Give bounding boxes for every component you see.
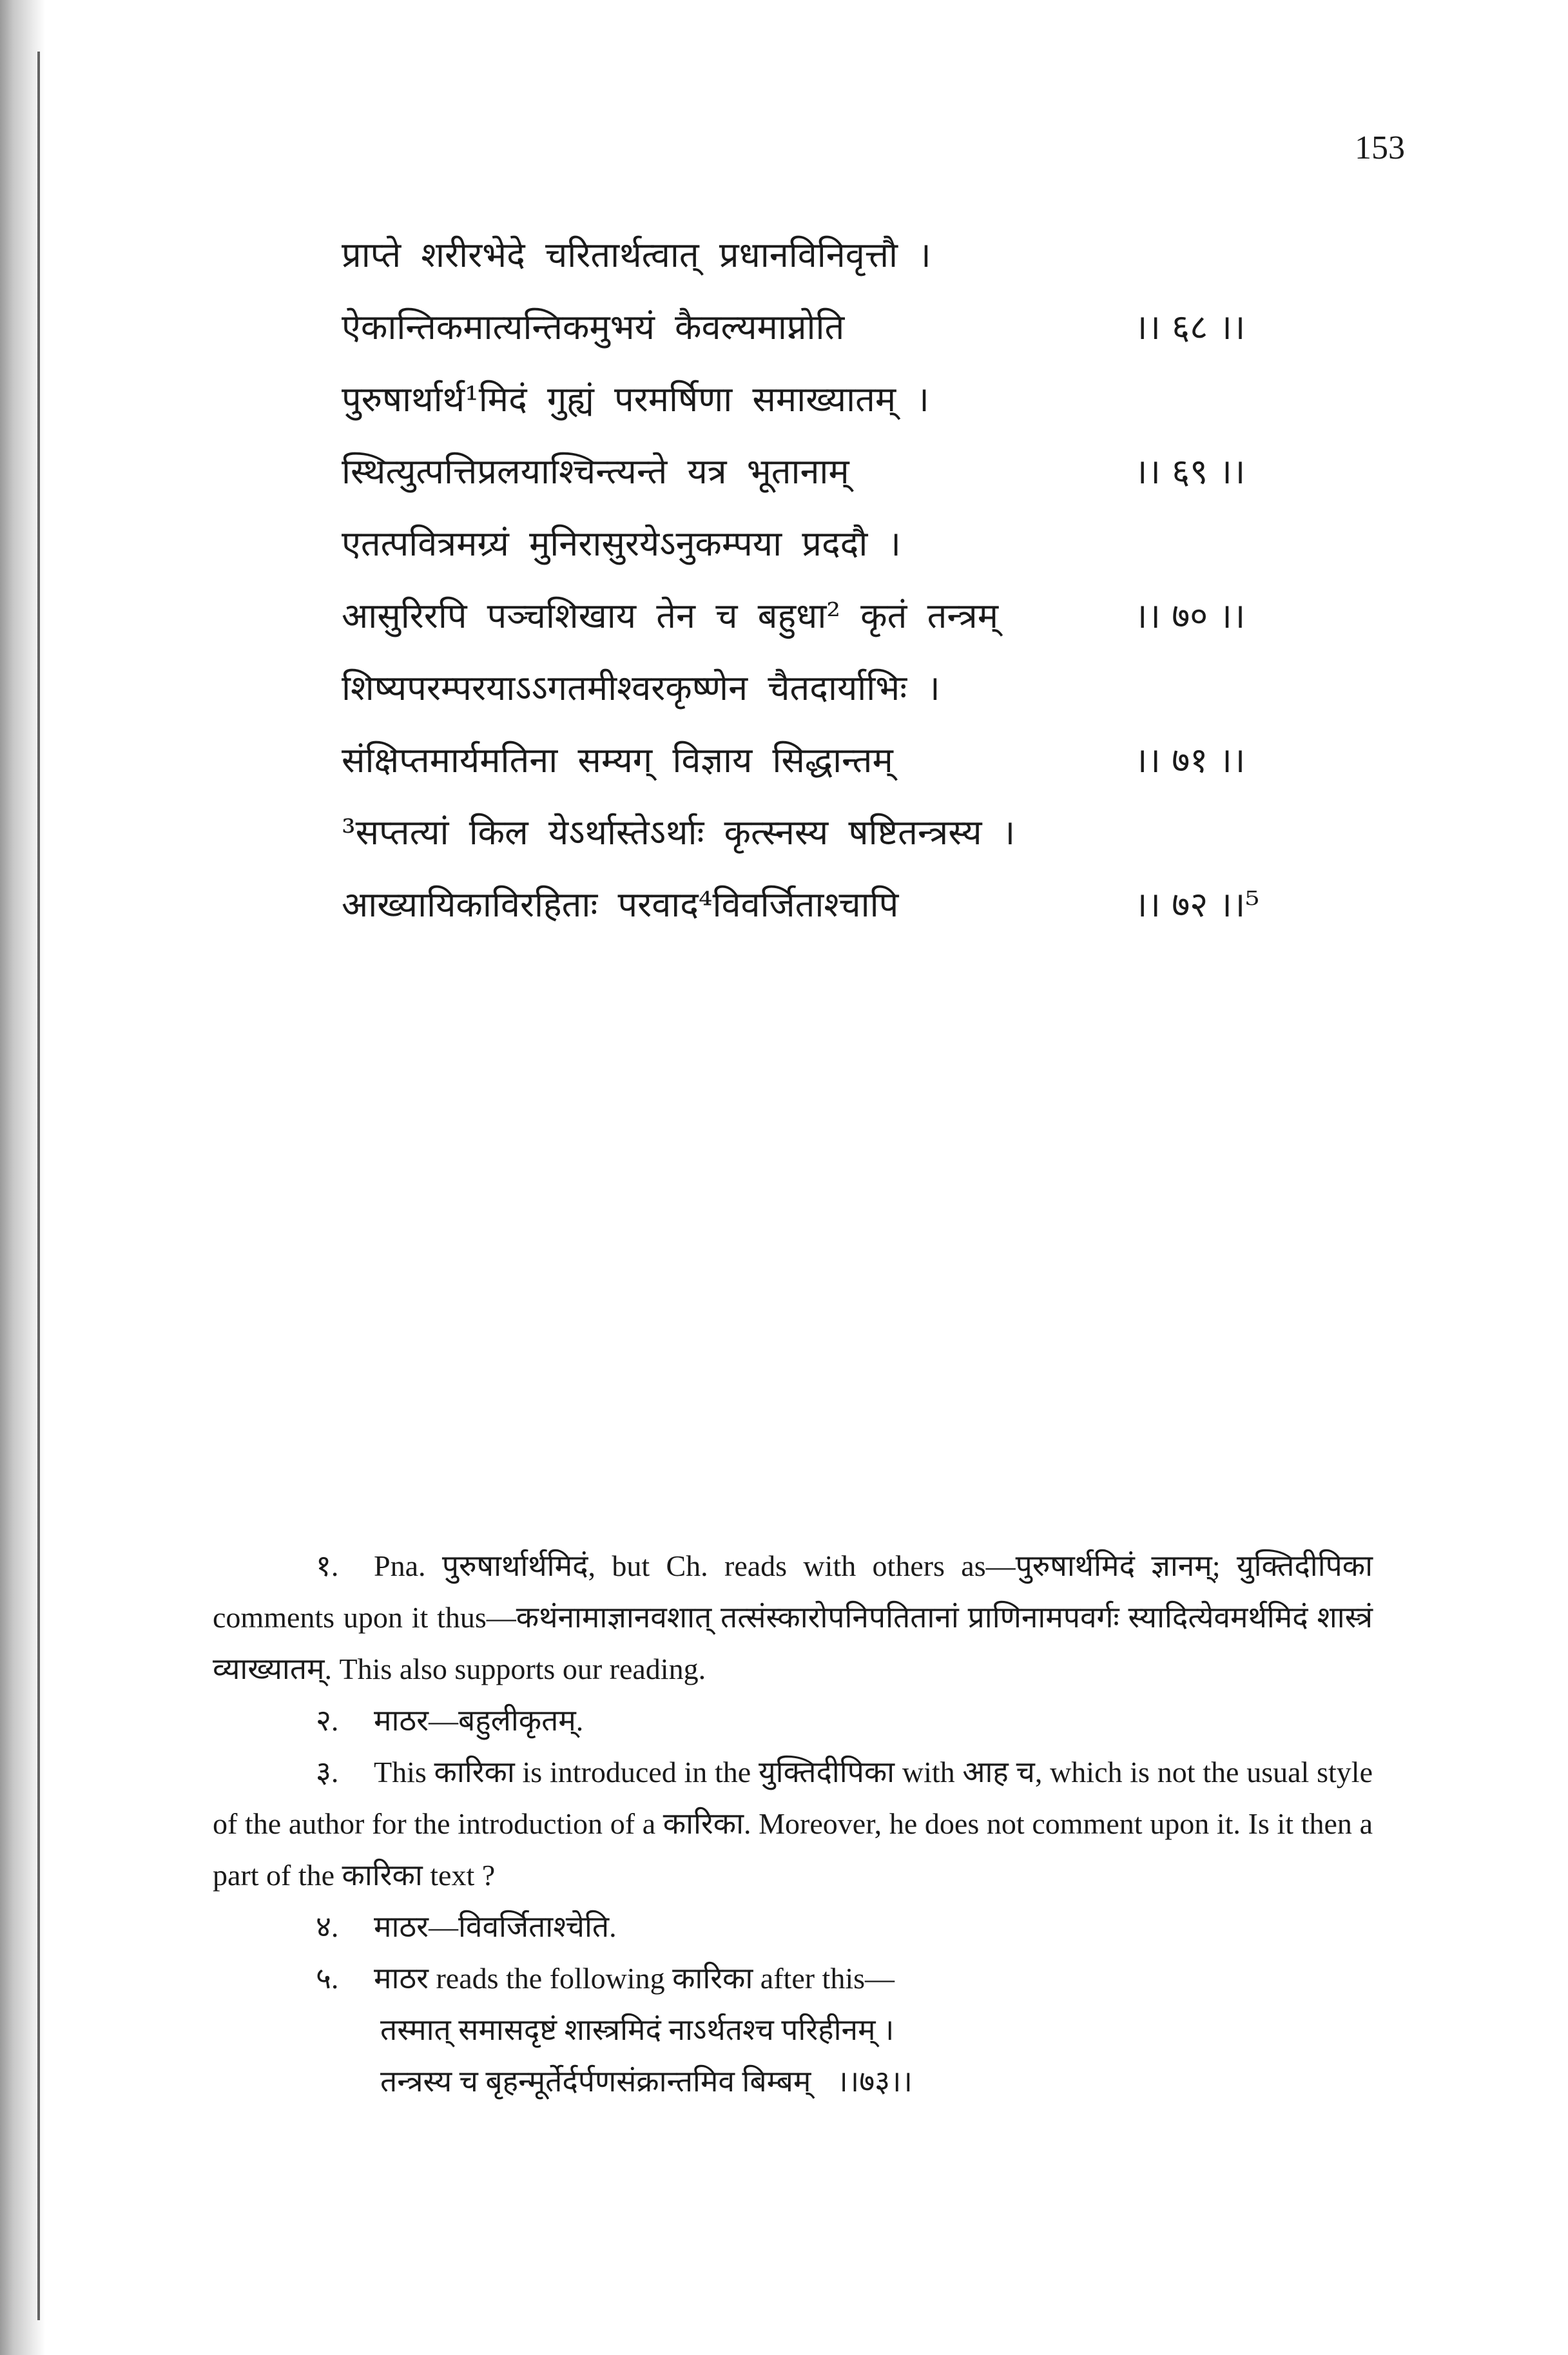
verse-text: शिष्यपरम्परयाऽऽगतमीश्वरकृष्णेन चैतदार्याभिः । (342, 668, 940, 708)
footnote-5 (213, 1953, 1373, 2004)
footnote-marker: ४. (316, 1910, 339, 1943)
footnote-5-verse-line-1 (213, 2004, 1373, 2056)
verse-text: आख्यायिकाविरहिताः परवाद⁴विवर्जिताश्चापि (342, 884, 899, 925)
verse-number: ।। ६९ ।। (1134, 451, 1246, 492)
verse-line (342, 436, 1308, 508)
verse-number: ।। ७२ ।।⁵ (1134, 884, 1260, 925)
footnote-marker: ५. (316, 1962, 339, 1995)
verse-line (342, 580, 1308, 652)
verse-line (342, 797, 1308, 869)
quoted-verse-text: तस्मात् समासदृष्टं शास्त्रमिदं नाऽर्थतश्च परिहीनम् । (380, 2013, 895, 2046)
verse-number: ।। ७१ ।। (1134, 740, 1246, 780)
footnote-5-verse-line-2 (213, 2056, 1373, 2108)
footnote-text: माठर—विवर्जिताश्चेति. (374, 1910, 617, 1943)
footnote-marker: ३. (316, 1756, 339, 1788)
verse-line (342, 291, 1308, 363)
footnote-text: Pna. पुरुषार्थार्थमिदं, but Ch. reads with others as—पुरुषार्थमिदं ज्ञानम्; युक्तिदीपिका comments upon it thus—कथंनामाज्ञानवशात् तत्संस्कारोपनिपतितानां प्राणिनामपवर्गः स्यादित्येवमर्थमिदं शास्त्रं व्याख्यातम्. This also supports our reading. (213, 1549, 1373, 1685)
verse-line (342, 363, 1308, 436)
verse-line (342, 724, 1308, 797)
footnote-marker: २. (316, 1704, 339, 1737)
verse-line (342, 219, 1308, 291)
footnote-2 (213, 1695, 1373, 1747)
verse-number: ।। ७० ।। (1134, 596, 1246, 636)
verse-line (342, 508, 1308, 580)
page-number: 153 (1355, 130, 1405, 166)
quoted-verse-text: तन्त्रस्य च बृहन्मूर्तेर्दर्पणसंक्रान्तमिव बिम्बम् (380, 2065, 811, 2098)
verse-line (342, 869, 1308, 941)
footnote-3 (213, 1747, 1373, 1901)
footnotes-section (213, 1540, 1373, 2108)
verse-block (342, 219, 1308, 941)
verse-text: ³सप्तत्यां किल येऽर्थास्तेऽर्थाः कृत्स्नस्य षष्टितन्त्रस्य । (342, 812, 1016, 853)
verse-line (342, 652, 1308, 724)
footnote-text: माठर reads the following कारिका after this— (374, 1962, 895, 1995)
verse-number: ।।७३।। (837, 2065, 913, 2098)
footnote-4 (213, 1901, 1373, 1953)
footnote-text: This कारिका is introduced in the युक्तिदीपिका with आह च, which is not the usual style of the author for the introduction of a कारिका. Moreover, he does not comment upon it. Is it then a part of the कारिका text ? (213, 1756, 1373, 1892)
verse-text: पुरुषार्थार्थ¹मिदं गुह्यं परमर्षिणा समाख्यातम् । (342, 379, 929, 420)
page-binding-edge-line (37, 52, 40, 2320)
verse-text: आसुरिरपि पञ्चशिखाय तेन च बहुधा² कृतं तन्त्रम् (342, 596, 999, 636)
footnote-1 (213, 1540, 1373, 1695)
verse-text: संक्षिप्तमार्यमतिना सम्यग् विज्ञाय सिद्धान्तम् (342, 740, 893, 780)
verse-text: प्राप्ते शरीरभेदे चरितार्थत्वात् प्रधानविनिवृत्तौ । (342, 235, 931, 275)
verse-number: ।। ६८ ।। (1134, 307, 1246, 347)
verse-text: ऐकान्तिकमात्यन्तिकमुभयं कैवल्यमाप्नोति (342, 307, 845, 347)
verse-text: स्थित्युत्पत्तिप्रलयाश्चिन्त्यन्ते यत्र भूतानाम् (342, 451, 849, 492)
footnote-text: माठर—बहुलीकृतम्. (374, 1704, 584, 1737)
verse-text: एतत्पवित्रमग्र्यं मुनिरासुरयेऽनुकम्पया प्रददौ । (342, 523, 901, 564)
footnote-marker: १. (316, 1549, 339, 1582)
